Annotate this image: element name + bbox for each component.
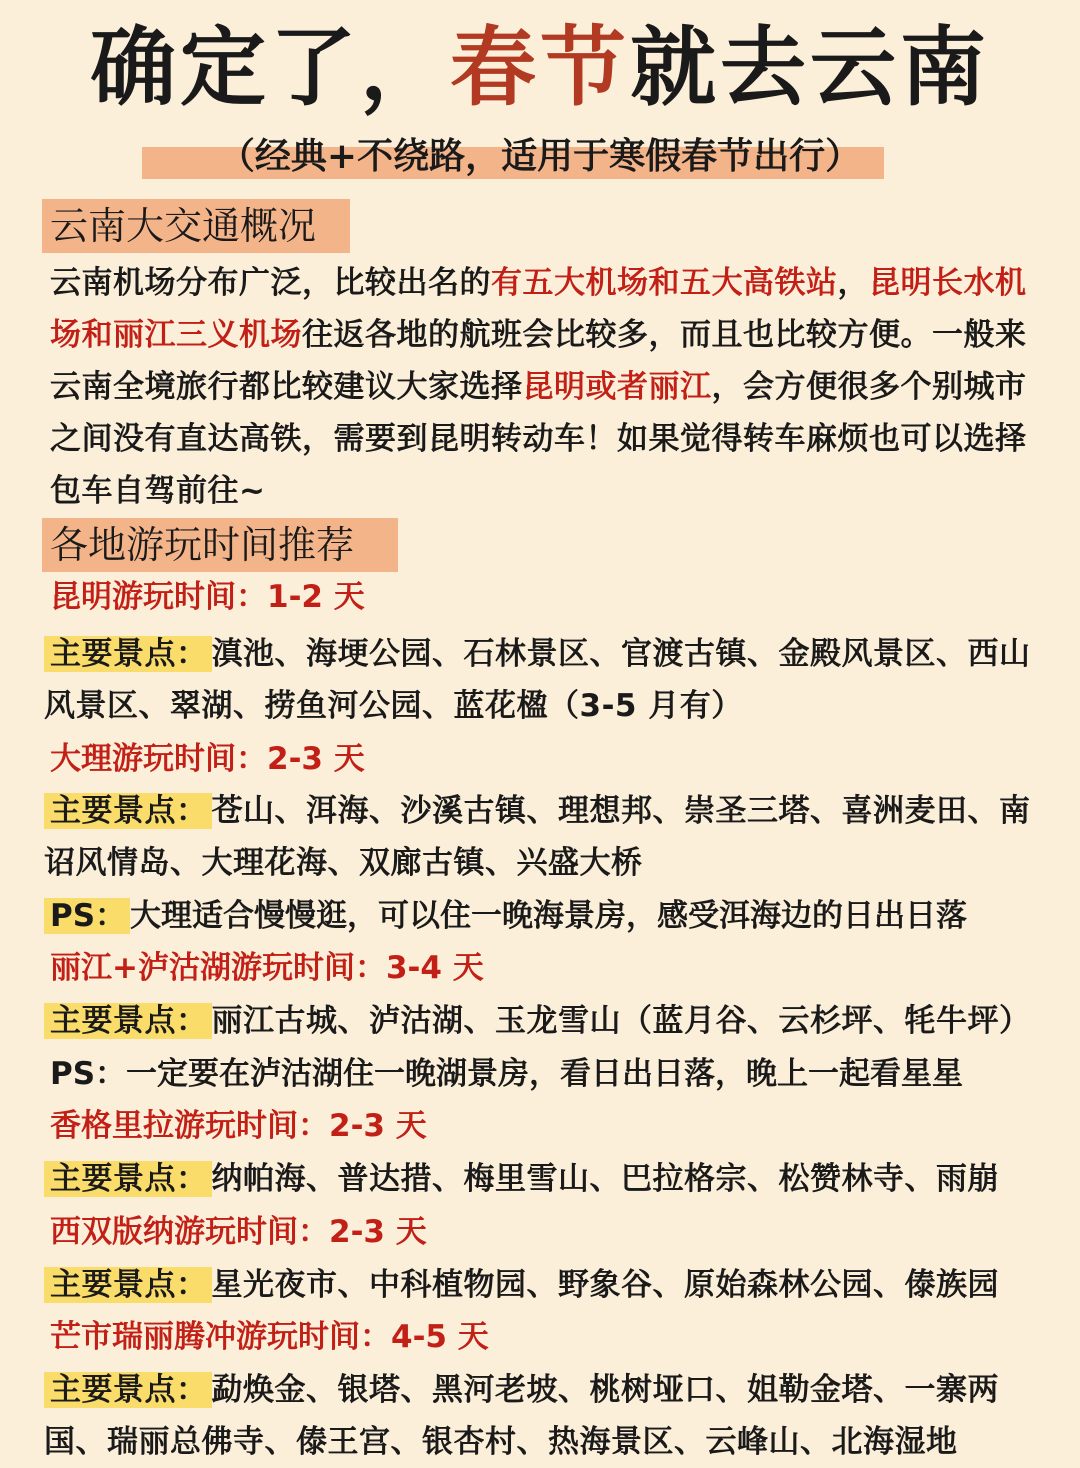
title-prefix: 确定了， bbox=[90, 18, 450, 118]
spots-tag: 主要景点： bbox=[44, 1161, 212, 1197]
lijiang-ps: PS：一定要在泸沽湖住一晚湖景房，看日出日落，晚上一起看星星 bbox=[50, 1056, 964, 1092]
shangrila-spots bbox=[44, 1153, 1050, 1205]
kunming-spots bbox=[44, 628, 1050, 732]
transport-text-2: ， bbox=[837, 265, 869, 301]
section-heading-recommend: 各地游玩时间推荐 bbox=[42, 518, 398, 572]
dali-ps bbox=[44, 890, 1050, 942]
section-heading-transport: 云南大交通概况 bbox=[42, 199, 350, 253]
page-subtitle: （经典+不绕路，适用于寒假春节出行） bbox=[218, 136, 862, 177]
dali-ps-text: 大理适合慢慢逛，可以住一晚海景房，感受洱海边的日出日落 bbox=[130, 898, 968, 934]
xishuangbanna-spots bbox=[44, 1259, 1050, 1311]
lijiang-time: 丽江+泸沽湖游玩时间：3-4 天 bbox=[50, 950, 484, 986]
transport-highlight-3: 昆明或者丽江 bbox=[522, 369, 712, 405]
shangrila-time: 香格里拉游玩时间：2-3 天 bbox=[50, 1108, 427, 1144]
title-accent: 春节 bbox=[450, 18, 630, 118]
ps-tag: PS： bbox=[44, 898, 130, 934]
transport-highlight-1: 有五大机场和五大高铁站 bbox=[491, 265, 838, 301]
transport-paragraph bbox=[50, 257, 1050, 517]
spots-tag: 主要景点： bbox=[44, 636, 212, 672]
xishuangbanna-spots-list: 星光夜市、中科植物园、野象谷、原始森林公园、傣族园 bbox=[211, 1267, 999, 1303]
spots-tag: 主要景点： bbox=[44, 1003, 212, 1039]
spots-tag: 主要景点： bbox=[44, 1267, 212, 1303]
xishuangbanna-time: 西双版纳游玩时间：2-3 天 bbox=[50, 1214, 427, 1250]
transport-text-1: 云南机场分布广泛，比较出名的 bbox=[50, 265, 491, 301]
lijiang-spots-list: 丽江古城、泸沽湖、玉龙雪山（蓝月谷、云杉坪、牦牛坪） bbox=[211, 1003, 1031, 1039]
transport-highlight-2: 昆明长水机场和丽江三义机场 bbox=[50, 265, 1027, 353]
lijiang-spots bbox=[44, 995, 1050, 1047]
mangshi-spots-list: 勐焕金、银塔、黑河老坡、桃树垭口、姐勒金塔、一寨两国、瑞丽总佛寺、傣王宫、银杏村、热海景区、云峰山、北海湿地 bbox=[44, 1372, 999, 1460]
dali-time: 大理游玩时间：2-3 天 bbox=[50, 741, 365, 777]
kunming-spots-list: 滇池、海埂公园、石林景区、官渡古镇、金殿风景区、西山风景区、翠湖、捞鱼河公园、蓝花楹（3-5 月有） bbox=[44, 636, 1031, 724]
transport-text-3: 往返各地的航班会比较多，而且也比较方便。一般来云南全境旅行都比较建议大家选择 bbox=[50, 317, 1027, 405]
spots-tag: 主要景点： bbox=[44, 1372, 212, 1408]
spots-tag: 主要景点： bbox=[44, 793, 212, 829]
mangshi-time: 芒市瑞丽腾冲游玩时间：4-5 天 bbox=[50, 1319, 489, 1355]
dali-spots-list: 苍山、洱海、沙溪古镇、理想邦、崇圣三塔、喜洲麦田、南诏风情岛、大理花海、双廊古镇、兴盛大桥 bbox=[44, 793, 1031, 881]
kunming-time: 昆明游玩时间：1-2 天 bbox=[50, 579, 365, 615]
shangrila-spots-list: 纳帕海、普达措、梅里雪山、巴拉格宗、松赞林寺、雨崩 bbox=[211, 1161, 999, 1197]
transport-text-4: ，会方便很多个别城市之间没有直达高铁，需要到昆明转动车！如果觉得转车麻烦也可以选择包车自驾前往~ bbox=[50, 369, 1027, 509]
mangshi-spots bbox=[44, 1364, 1050, 1468]
dali-spots bbox=[44, 785, 1050, 889]
title-suffix: 就去云南 bbox=[630, 18, 990, 118]
page-title bbox=[0, 18, 1080, 118]
